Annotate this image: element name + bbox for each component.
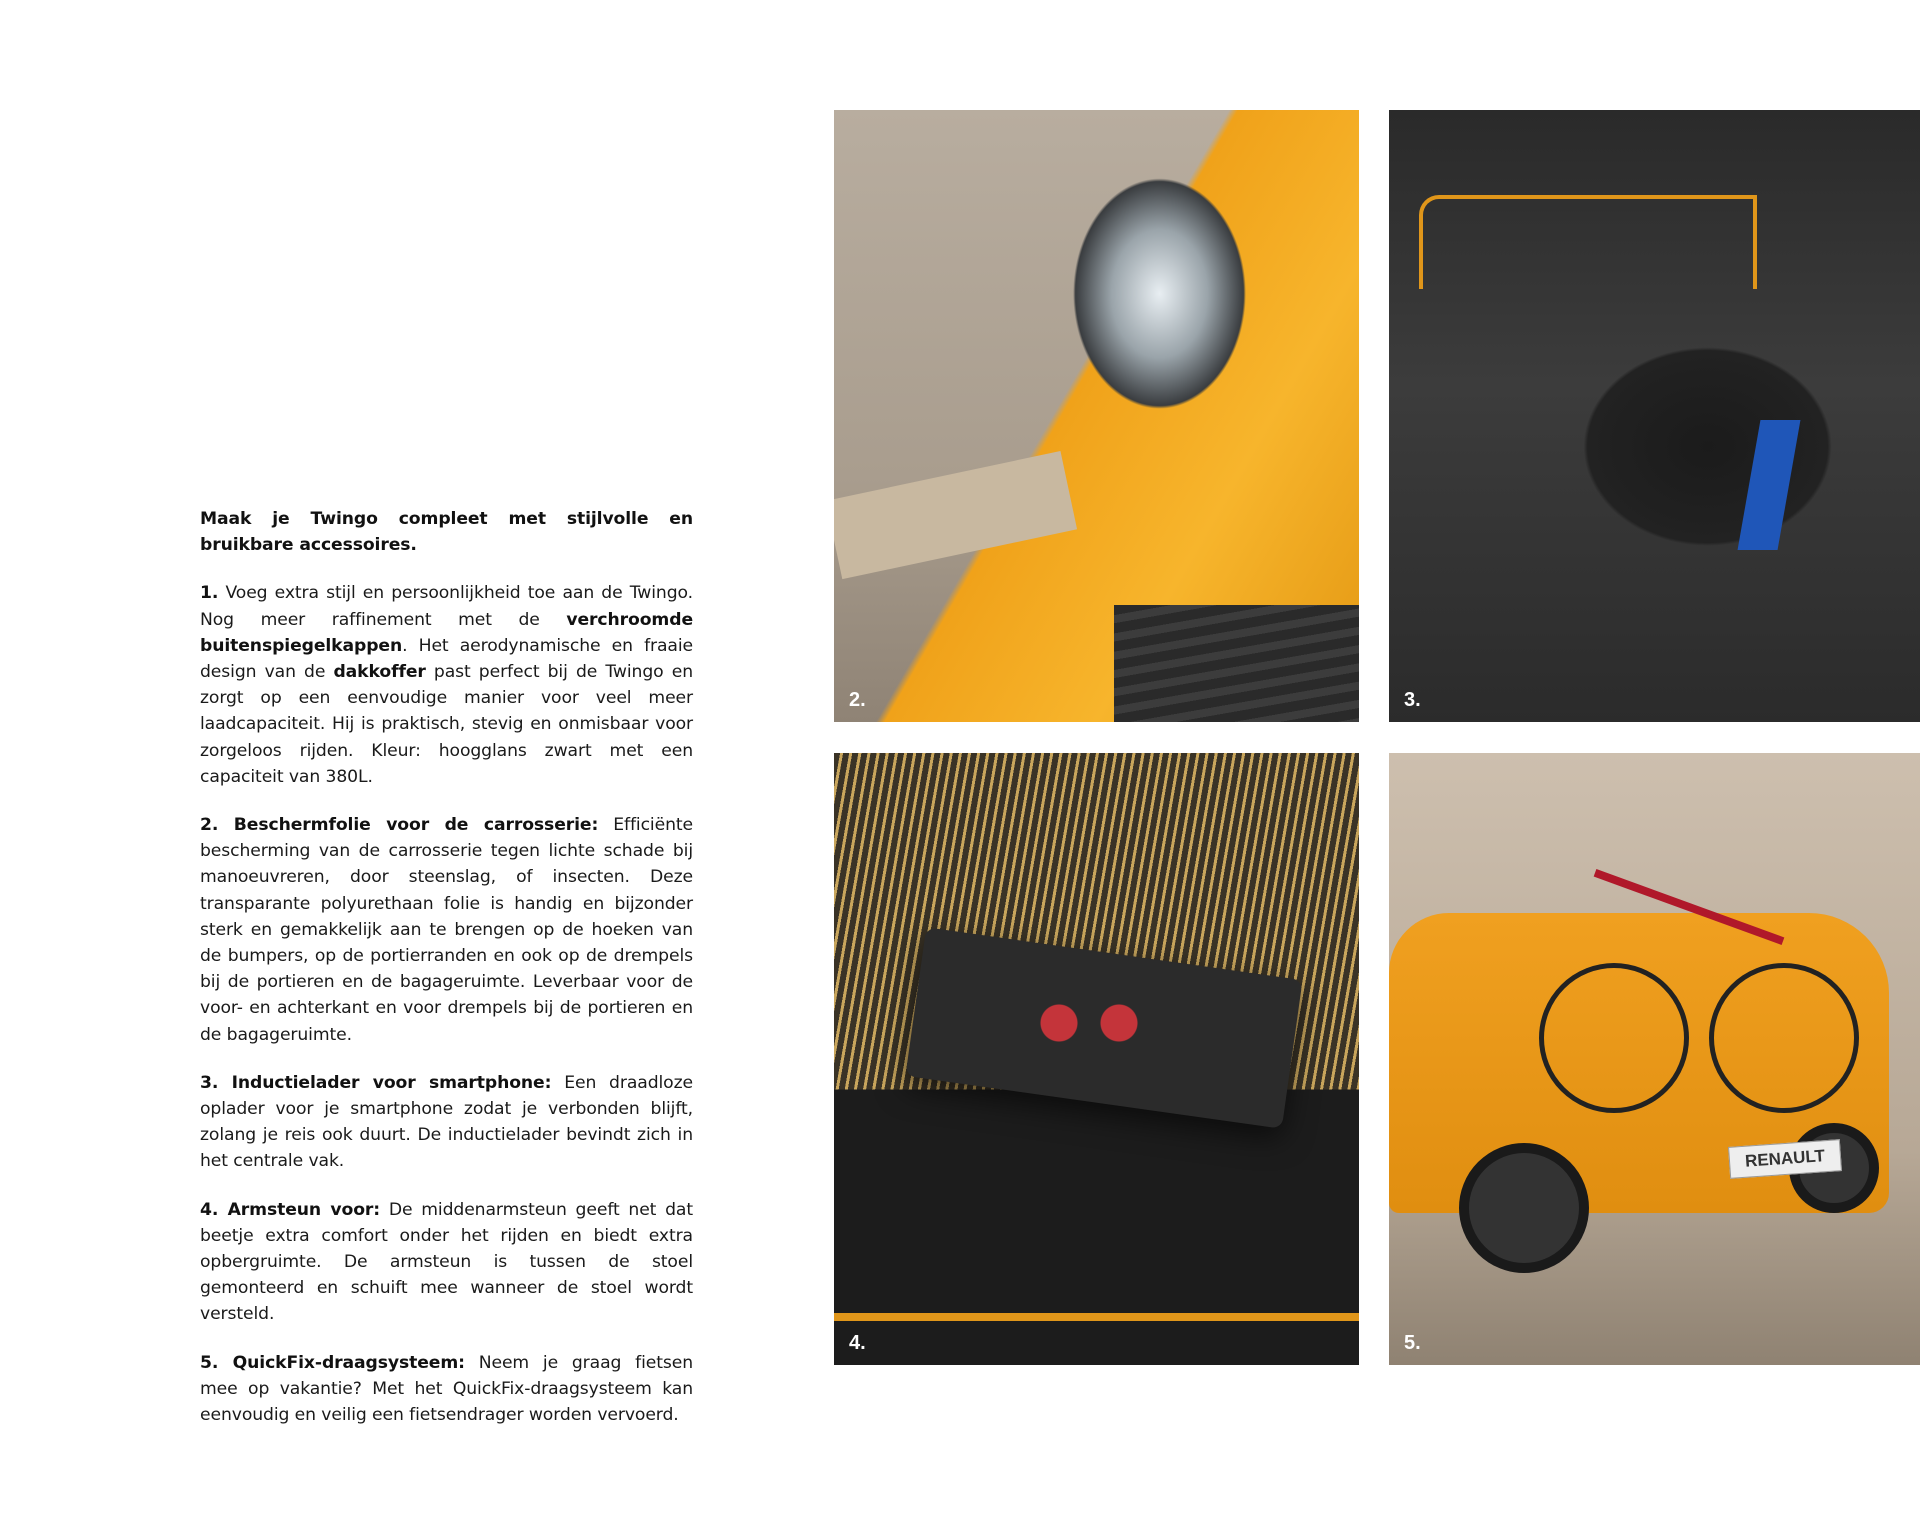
floor-mat-trim bbox=[1419, 195, 1757, 289]
item-4-text: De middenarmsteun geeft net dat beetje extra comfort onder het rijden en biedt extra opbergruimte. De armsteun is tussen de stoel gemonteerd en schuift mee wanneer de stoel wordt versteld. bbox=[200, 1199, 693, 1325]
photo-number: 5. bbox=[1404, 1332, 1421, 1354]
item-2-title: 2. Beschermfolie voor de carrosserie: bbox=[200, 815, 599, 836]
item-5-paragraph bbox=[200, 1350, 693, 1429]
item-5-title: 5. QuickFix-draagsysteem: bbox=[200, 1352, 465, 1373]
sunglasses-illustration bbox=[1029, 1003, 1149, 1043]
item-2-paragraph bbox=[200, 812, 693, 1048]
item-2-text: Efficiënte bescherming van de carrosserie tegen lichte schade bij manoeuvreren, door steenslag, of insecten. Deze transparante polyurethaan folie is handig en bijzonder sterk en gemakkelijk aan te brengen op de hoeken van de bumpers, op de portierranden en ook op de drempels bij de portieren en de bagageruimte. Leverbaar voor de voor- en achterkant en voor drempels bij de portieren en de bagageruimte. bbox=[200, 815, 693, 1045]
photo-protective-film bbox=[834, 110, 1359, 722]
accessories-text bbox=[200, 506, 693, 1450]
seat-trim bbox=[834, 1313, 1359, 1321]
photo-number: 2. bbox=[849, 689, 866, 711]
intro-paragraph bbox=[200, 506, 693, 558]
photo-bike-carrier bbox=[1389, 753, 1920, 1365]
item-1-highlight-roof-box: dakkoffer bbox=[333, 662, 426, 683]
item-3-text: Een draadloze oplader voor je smartphone zodat je verbonden blijft, zolang je reis ook duurt. De inductielader bevindt zich in het centrale vak. bbox=[200, 1072, 693, 1172]
item-3-paragraph bbox=[200, 1070, 693, 1175]
phone-illustration bbox=[1738, 420, 1801, 550]
intro-text: Maak je Twingo compleet met stijlvolle en bruikbare accessoires. bbox=[200, 509, 693, 556]
bike-wheel bbox=[1709, 963, 1859, 1113]
photo-armrest bbox=[834, 753, 1359, 1365]
car-wheel bbox=[1459, 1143, 1589, 1273]
item-1-text-3: past perfect bij de Twingo en zorgt op een eenvoudige manier voor veel meer laadcapaciteit. Hij is praktisch, stevig en onmisbaar voor zorgeloos rijden. Kleur: hoogglans zwart met een capaciteit van 380L. bbox=[200, 662, 694, 787]
item-5-text: Neem je graag fietsen mee op vakantie? Met het QuickFix-draagsysteem kan eenvoudig en veilig een fietsendrager worden vervoerd. bbox=[200, 1352, 694, 1426]
item-4-paragraph bbox=[200, 1197, 693, 1328]
photo-number: 4. bbox=[849, 1332, 866, 1354]
bike-wheel bbox=[1539, 963, 1689, 1113]
item-4-title: 4. Armsteun voor: bbox=[200, 1199, 381, 1220]
item-1-text-2: . Het aerodynamische en fraaie design van de bbox=[200, 635, 693, 683]
hand-illustration bbox=[834, 451, 1077, 579]
item-3-title: 3. Inductielader voor smartphone: bbox=[200, 1072, 552, 1093]
license-plate: RENAULT bbox=[1728, 1139, 1842, 1179]
item-1-highlight-mirror-caps: verchroomde buitenspiegelkappen bbox=[200, 609, 693, 656]
grille-illustration bbox=[1114, 605, 1359, 722]
item-1-paragraph bbox=[200, 580, 693, 790]
photo-number: 3. bbox=[1404, 689, 1421, 711]
photo-induction-charger bbox=[1389, 110, 1920, 722]
item-1-text: Voeg extra stijl en persoonlijkheid toe aan de Twingo. Nog meer raffinement met de bbox=[200, 583, 693, 630]
item-1-number: 1. bbox=[200, 583, 219, 604]
